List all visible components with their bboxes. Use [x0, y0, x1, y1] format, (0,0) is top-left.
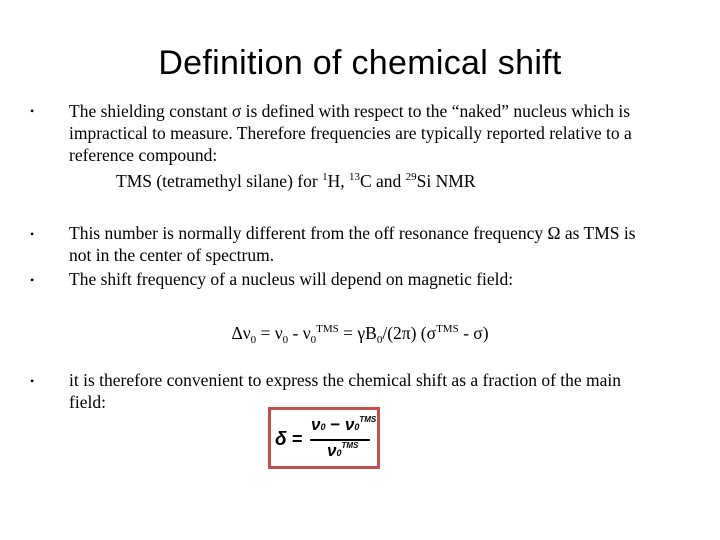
eq-part-5: /(2π) (σ: [382, 323, 437, 343]
para-4-line-1: it is therefore convenient to express the chemical shift as a fraction of the main: [69, 370, 622, 390]
formula-numerator: [311, 415, 376, 435]
num-minus: −: [325, 415, 345, 434]
num-sub-2: 0: [354, 422, 360, 432]
eq-sub-3: 0: [310, 334, 317, 346]
para-2-line-2: not in the center of spectrum.: [69, 245, 275, 265]
chemical-shift-formula: [268, 407, 380, 469]
eq-sup-5: TMS: [436, 323, 459, 335]
formula-delta: δ: [275, 429, 287, 450]
num-nu-2: ν: [344, 415, 355, 434]
eq-sub-4: 0: [376, 334, 383, 346]
reference-prefix: TMS (tetramethyl silane) for: [116, 171, 323, 191]
isotope-2-mass: 13: [348, 171, 360, 183]
eq-sub-1: 0: [250, 334, 257, 346]
formula-denominator: [327, 441, 358, 461]
den-sup-tms: TMS: [341, 441, 359, 450]
eq-part-1: Δν: [231, 323, 251, 343]
slide-title: Definition of chemical shift: [158, 44, 562, 82]
eq-sup-3: TMS: [316, 323, 339, 335]
isotope-1-symbol: H,: [327, 171, 349, 191]
formula-fraction: [275, 415, 375, 463]
den-sub: 0: [336, 448, 342, 458]
num-sub-1: 0: [320, 422, 326, 432]
para-4-line-2: field:: [69, 392, 106, 412]
bullet-2: •: [30, 227, 35, 241]
para-2-line-1: This number is normally different from the off resonance frequency Ω as TMS is: [69, 223, 636, 243]
num-sup-tms: TMS: [359, 415, 377, 424]
bullet-4: •: [30, 374, 35, 388]
eq-sub-2: 0: [282, 334, 289, 346]
bullet-3: •: [30, 273, 35, 287]
formula-equals: =: [292, 429, 303, 449]
para-3-line-1: The shift frequency of a nucleus will depend on magnetic field:: [69, 269, 514, 289]
reference-compound-line: [116, 170, 476, 192]
den-nu: ν: [327, 441, 337, 460]
eq-part-6: - σ): [458, 323, 489, 343]
eq-part-4: = γB: [338, 323, 377, 343]
num-nu-1: ν: [311, 415, 321, 434]
para-1-line-3: reference compound:: [69, 145, 218, 165]
isotope-3-symbol: Si NMR: [416, 171, 476, 191]
bullet-1: •: [30, 104, 35, 118]
shift-frequency-equation: [0, 322, 720, 344]
isotope-2-symbol: C and: [359, 171, 406, 191]
eq-part-3: - ν: [288, 323, 311, 343]
isotope-1-mass: 1: [322, 171, 328, 183]
para-1-line-2: impractical to measure. Therefore frequencies are typically reported relative to a: [69, 123, 632, 143]
isotope-3-mass: 29: [405, 171, 417, 183]
para-1-line-1: The shielding constant σ is defined with respect to the “naked” nucleus which is: [69, 101, 631, 121]
eq-part-2: = ν: [256, 323, 283, 343]
